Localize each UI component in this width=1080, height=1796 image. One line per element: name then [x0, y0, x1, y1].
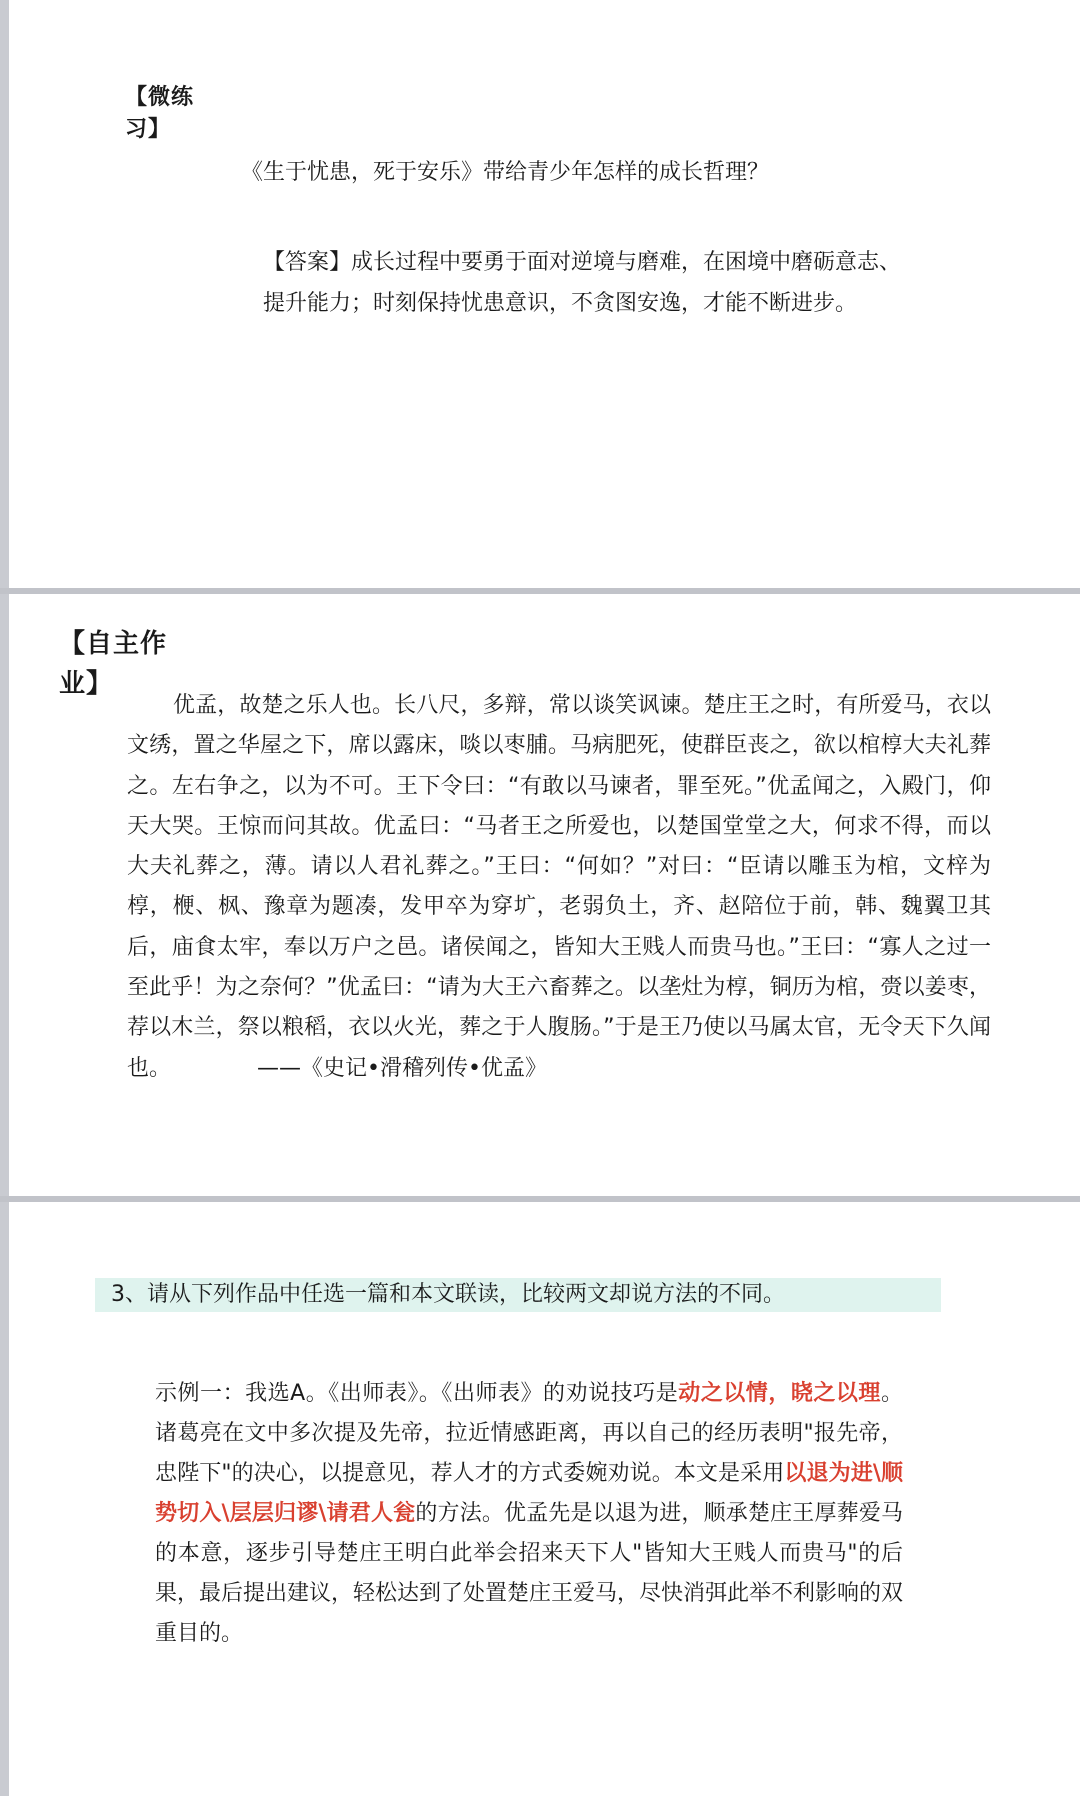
practice-heading: 【微练习】	[125, 85, 195, 142]
practice-answer: 【答案】成长过程中要勇于面对逆境与磨难，在困境中磨砺意志、提升能力；时刻保持忧患意识，不贪图安逸，才能不断进步。	[263, 250, 902, 316]
homework-heading: 【自主作业】	[59, 629, 168, 699]
example-text-3: 的方法。优孟先是以退为进，顺承楚庄王厚葬爱马的本意，逐步引导楚庄王明白此举会招来天下人"皆知大王贱人而贵马"的后果，最后提出建议，轻松达到了处置楚庄王爱马，尽快消弭此举不利影响的双重目的。	[155, 1501, 904, 1646]
example-text-2: 。诸葛亮在文中多次提及先帝，拉近情感距离，再以自己的经历表明"报先帝，忠陛下"的决心，以提意见，荐人才的方式委婉劝说。本文是采用	[155, 1381, 903, 1486]
task-question-bar	[95, 1278, 941, 1312]
left-edge-strip	[0, 0, 9, 1796]
example-highlight-2: 以退为进\顺势切入\层层归谬\请君人瓮	[155, 1461, 903, 1526]
classical-passage	[127, 686, 991, 1089]
task-question: 3、请从下列作品中任选一篇和本文联读，比较两文却说方法的不同。	[111, 1282, 785, 1307]
practice-panel	[9, 0, 1080, 588]
practice-question: 《生于忧患，死于安乐》带给青少年怎样的成长哲理？	[241, 160, 770, 185]
task-panel	[9, 1202, 1080, 1796]
passage-source: ——《史记•滑稽列传•优孟》	[257, 1055, 547, 1081]
example-answer	[155, 1374, 903, 1654]
homework-panel	[9, 594, 1080, 1196]
example-text-1: 示例一：我选A。《出师表》。《出师表》的劝说技巧是	[155, 1381, 679, 1406]
passage-text: 优孟，故楚之乐人也。长八尺，多辩，常以谈笑讽谏。楚庄王之时，有所爱马，衣以文绣，置之华屋之下，席以露床，啖以枣脯。马病肥死，使群臣丧之，欲以棺椁大夫礼葬之。左右争之，以为不可。王下令曰：“有敢以马谏者，罪至死。”优孟闻之，入殿门，仰天大哭。王惊而问其故。优孟曰：“马者王之所爱也，以楚国堂堂之大，何求不得，而以大夫礼葬之，薄。请以人君礼葬之。”王曰：“何如？”对曰：“臣请以雕玉为棺，文梓为椁，楩、枫、豫章为题凑，发甲卒为穿圹，老弱负土，齐、赵陪位于前，韩、魏翼卫其后，庙食太牢，奉以万户之邑。诸侯闻之，皆知大王贱人而贵马也。”王曰：“寡人之过一至此乎！为之奈何？”优孟曰：“请为大王六畜葬之。以垄灶为椁，铜历为棺，赍以姜枣，荐以木兰，祭以粮稻，衣以火光，葬之于人腹肠。”于是王乃使以马属太官，无令天下久闻也。	[127, 693, 991, 1081]
example-highlight-1: 动之以情，晓之以理	[678, 1381, 881, 1406]
